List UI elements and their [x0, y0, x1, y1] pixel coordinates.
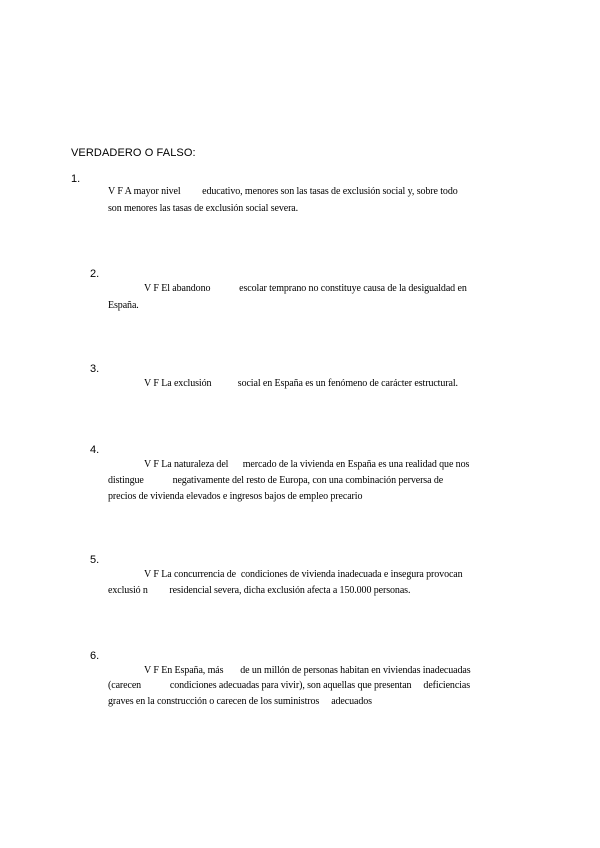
- question-2-line-1: V F El abandono escolar temprano no constituye causa de la desigualdad en: [144, 283, 467, 294]
- question-4-line-2: distingue negativamente del resto de Europa, con una combinación perversa de: [108, 475, 444, 486]
- question-5-line-2: exclusió n residencial severa, dicha exclusión afecta a 150.000 personas.: [108, 585, 411, 596]
- question-1-number: 1.: [71, 173, 81, 185]
- question-5-line-1: V F La concurrencia de condiciones de vivienda inadecuada e insegura provocan: [144, 569, 463, 580]
- question-4-number: 4.: [90, 444, 100, 456]
- question-3-line-1: V F La exclusión social en España es un fenómeno de carácter estructural.: [144, 378, 458, 389]
- question-2-line-2: España.: [108, 300, 139, 311]
- page-title: VERDADERO O FALSO:: [71, 147, 196, 159]
- question-6-line-2: (carecen condiciones adecuadas para vivir), son aquellas que presentan deficiencias: [108, 680, 470, 691]
- question-3-number: 3.: [90, 363, 100, 375]
- question-2-number: 2.: [90, 268, 100, 280]
- question-4-line-3: precios de vivienda elevados e ingresos bajos de empleo precario: [108, 491, 363, 502]
- question-6-line-3: graves en la construcción o carecen de los suministros adecuados: [108, 696, 372, 707]
- question-1-line-1: V F A mayor nivel educativo, menores son las tasas de exclusión social y, sobre todo: [108, 186, 458, 197]
- question-6-line-1: V F En España, más de un millón de personas habitan en viviendas inadecuadas: [144, 665, 471, 676]
- question-4-line-1: V F La naturaleza del mercado de la vivienda en España es una realidad que nos: [144, 459, 470, 470]
- question-5-number: 5.: [90, 554, 100, 566]
- question-1-line-2: son menores las tasas de exclusión social severa.: [108, 203, 299, 214]
- question-6-number: 6.: [90, 650, 100, 662]
